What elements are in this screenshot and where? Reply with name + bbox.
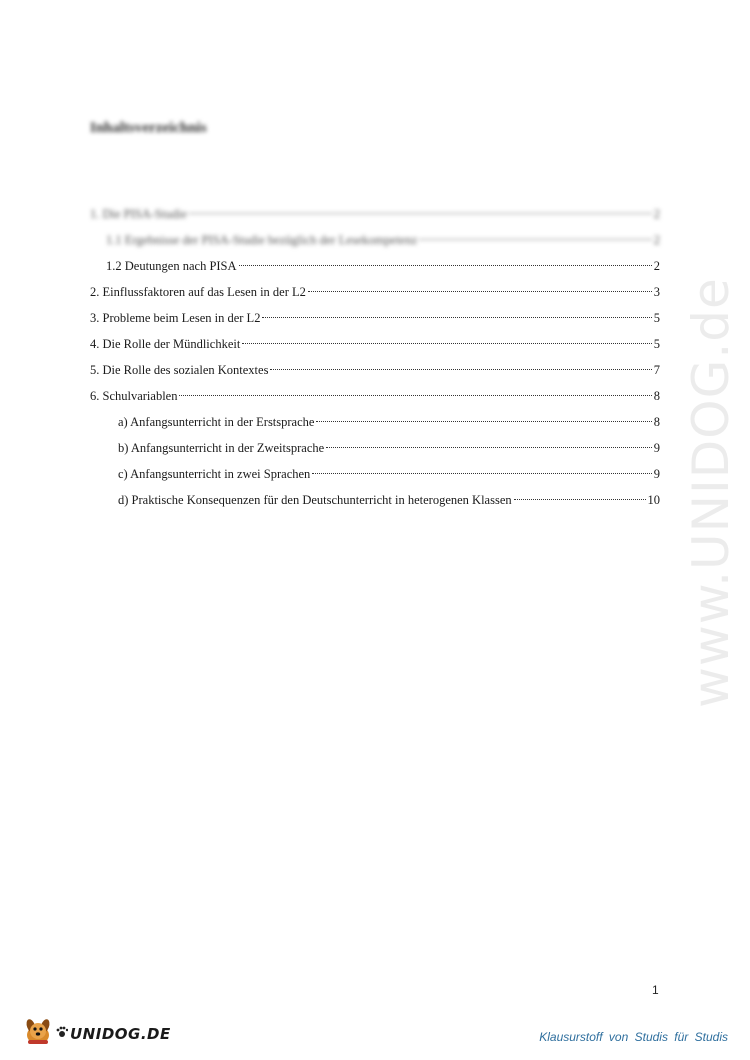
toc-leader-dots xyxy=(189,213,652,214)
toc-entry-page: 2 xyxy=(653,207,660,221)
table-of-contents xyxy=(90,205,660,517)
toc-entry-label: 2. Einflussfaktoren auf das Lesen in der L2 xyxy=(90,285,306,299)
toc-entry-label: 3. Probleme beim Lesen in der L2 xyxy=(90,311,261,325)
toc-leader-dots xyxy=(242,343,651,344)
toc-leader-dots xyxy=(179,395,651,396)
toc-entry-page: 3 xyxy=(653,285,660,299)
footer-tagline: Klausurstoff von Studis für Studis xyxy=(539,1030,728,1044)
toc-entry xyxy=(90,491,660,517)
page-number: 1 xyxy=(652,983,659,997)
toc-entry xyxy=(90,335,660,361)
toc-leader-dots xyxy=(312,473,651,474)
toc-entry xyxy=(90,257,660,283)
toc-leader-dots xyxy=(270,369,651,370)
toc-entry-page: 2 xyxy=(653,259,660,273)
toc-entry-page: 5 xyxy=(653,311,660,325)
toc-entry-label: c) Anfangsunterricht in zwei Sprachen xyxy=(118,467,311,481)
toc-leader-dots xyxy=(239,265,652,266)
toc-entry-page: 7 xyxy=(653,363,660,377)
toc-entry-page: 8 xyxy=(653,389,660,403)
toc-entry xyxy=(90,205,660,231)
toc-entry-page: 5 xyxy=(653,337,660,351)
toc-title: Inhaltsverzeichnis xyxy=(90,120,207,136)
toc-leader-dots xyxy=(419,239,652,240)
toc-leader-dots xyxy=(316,421,651,422)
toc-entry-label: d) Praktische Konsequenzen für den Deutschunterricht in heterogenen Klassen xyxy=(118,493,512,507)
toc-entry xyxy=(90,465,660,491)
toc-entry-page: 10 xyxy=(647,493,660,507)
toc-entry-page: 9 xyxy=(653,467,660,481)
watermark: www.UNIDOG.de xyxy=(682,277,740,708)
toc-entry-page: 8 xyxy=(653,415,660,429)
toc-entry-label: 6. Schulvariablen xyxy=(90,389,178,403)
toc-entry-label: 5. Die Rolle des sozialen Kontextes xyxy=(90,363,269,377)
toc-entry-page: 2 xyxy=(653,233,660,247)
toc-entry-label: b) Anfangsunterricht in der Zweitsprache xyxy=(118,441,325,455)
toc-entry-label: 1.2 Deutungen nach PISA xyxy=(106,259,237,273)
toc-leader-dots xyxy=(262,317,651,318)
paw-print-icon xyxy=(56,1025,68,1043)
toc-entry xyxy=(90,439,660,465)
toc-entry xyxy=(90,361,660,387)
toc-entry xyxy=(90,309,660,335)
toc-entry xyxy=(90,231,660,257)
toc-entry xyxy=(90,387,660,413)
dog-mascot-icon xyxy=(22,1016,56,1051)
toc-leader-dots xyxy=(308,291,652,292)
toc-leader-dots xyxy=(514,499,646,500)
toc-entry-label: 1.1 Ergebnisse der PISA-Studie bezüglich der Lesekompetenz xyxy=(106,233,418,247)
toc-entry xyxy=(90,413,660,439)
toc-entry-label: a) Anfangsunterricht in der Erstsprache xyxy=(118,415,315,429)
toc-entry-label: 1. Die PISA-Studie xyxy=(90,207,187,221)
toc-leader-dots xyxy=(326,447,652,448)
toc-entry-page: 9 xyxy=(653,441,660,455)
footer-logo xyxy=(22,1016,171,1051)
logo-text: UNIDOG.DE xyxy=(70,1024,171,1043)
toc-entry-label: 4. Die Rolle der Mündlichkeit xyxy=(90,337,241,351)
toc-entry xyxy=(90,283,660,309)
